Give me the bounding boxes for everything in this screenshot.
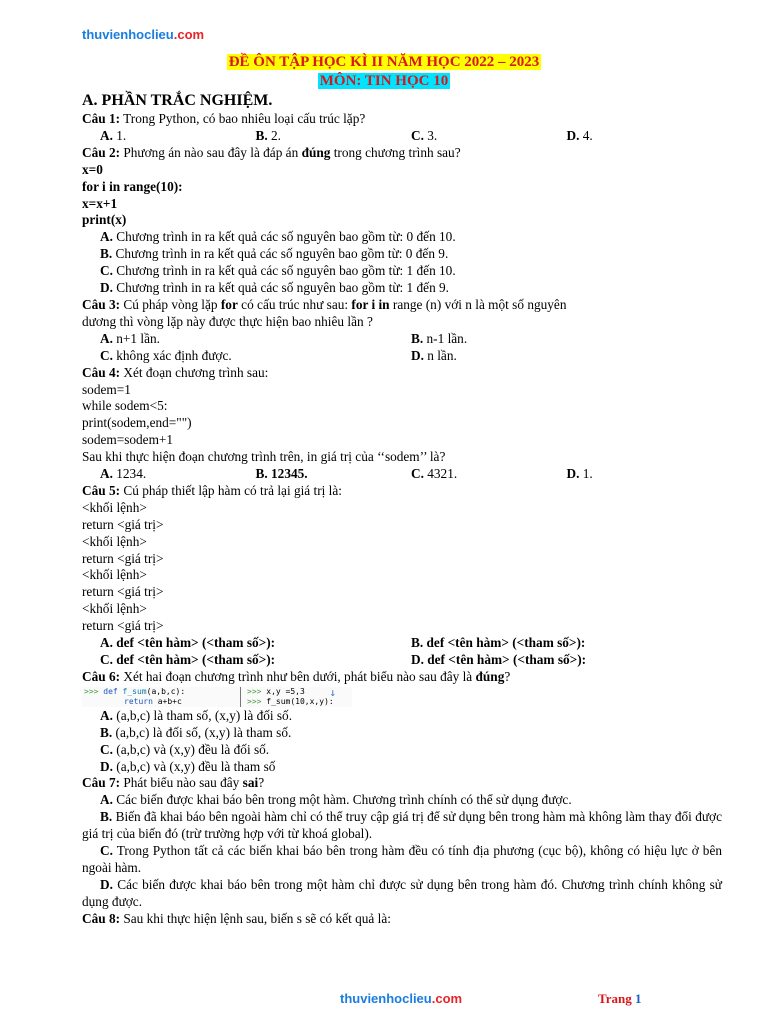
option-label: D.	[100, 758, 113, 774]
option-b	[256, 128, 412, 145]
question-5	[82, 483, 722, 500]
question-text-continued: dương thì vòng lặp này được thực hiện bao nhiêu lần ?	[82, 313, 373, 329]
option-b	[82, 246, 722, 263]
option-b	[82, 725, 722, 742]
option-label: A.	[100, 127, 113, 143]
question-8	[82, 911, 722, 928]
code-line: <khối lệnh>	[82, 533, 147, 549]
site-domain: .com	[173, 27, 205, 42]
code-screenshot	[82, 687, 352, 707]
option-text: Biến đã khai báo bên ngoài hàm chỉ có thể truy cập giá trị để sử dụng bên trong hàm mà không làm thay đổi được giá trị của biến đó (trừ trường hợp với từ khoá global).	[82, 809, 722, 842]
option-text: Chương trình in ra kết quả các số nguyên bao gồm từ: 1 đến 9.	[112, 280, 450, 296]
question-text: có cấu trúc như sau:	[237, 296, 352, 312]
question-label: Câu 5:	[82, 482, 121, 498]
option-c	[82, 843, 722, 877]
option-label: D.	[411, 652, 424, 667]
option-d	[567, 466, 723, 483]
option-text: def <tên hàm> (<tham số>):	[112, 635, 276, 651]
option-text: n+1 lần.	[112, 330, 160, 346]
exam-title-text: ĐỀ ÔN TẬP HỌC KÌ II NĂM HỌC 2022 – 2023	[228, 54, 540, 70]
option-text: 2.	[267, 127, 281, 143]
prompt-symbol: >>>	[84, 686, 104, 696]
option-label: C.	[100, 741, 113, 757]
code-line: print(sodem,end="")	[82, 415, 192, 431]
option-text: def <tên hàm> (<tham số>):	[423, 652, 587, 667]
option-text: 12345.	[267, 466, 308, 482]
code-keyword: def	[103, 686, 118, 696]
question-emphasis: đúng	[301, 144, 331, 160]
prompt-symbol: >>>	[247, 696, 267, 706]
question-emphasis: đúng	[475, 668, 505, 684]
option-label: C.	[411, 127, 424, 143]
question-label: Câu 3:	[82, 296, 121, 312]
option-text: không xác định được.	[112, 347, 232, 363]
prompt-symbol: >>>	[247, 686, 267, 696]
option-a	[100, 331, 411, 348]
question-text: ?	[504, 668, 511, 684]
option-label: D.	[411, 347, 424, 363]
code-line: sodem=sodem+1	[82, 432, 174, 448]
option-a	[82, 792, 722, 809]
option-label: B.	[100, 809, 113, 825]
option-text: (a,b,c) và (x,y) đều là đối số.	[112, 741, 270, 757]
option-d	[82, 280, 722, 297]
option-c	[82, 742, 722, 759]
option-label: B.	[411, 635, 424, 651]
section-heading: A. PHẦN TRẮC NGHIỆM.	[82, 92, 273, 109]
option-label: A.	[100, 707, 113, 723]
option-d	[82, 877, 722, 911]
question-7	[82, 775, 722, 792]
option-label: C.	[411, 466, 424, 482]
option-d	[411, 348, 722, 365]
footer-site-link[interactable]	[340, 991, 462, 1006]
site-header[interactable]	[82, 27, 204, 42]
question-text: range (n) với n là một số nguyên	[389, 296, 567, 312]
option-text: Chương trình in ra kết quả các số nguyên bao gồm từ: 1 đến 10.	[112, 263, 456, 279]
option-text: Trong Python tất cả các biến khai báo bên trong hàm đều có tính địa phương (cục bộ), không có hiệu lực ở bên ngoài hàm.	[82, 843, 722, 875]
question-6	[82, 669, 722, 686]
q5-options-row1	[82, 635, 722, 652]
code-line: return <giá trị>	[82, 550, 164, 566]
option-label: A.	[100, 635, 113, 651]
code-function: f_sum	[117, 686, 147, 696]
option-d	[82, 759, 722, 776]
option-text: (a,b,c) là đối số, (x,y) là tham số.	[112, 724, 292, 740]
question-3	[82, 297, 722, 314]
option-c	[100, 652, 411, 669]
subject-title-text: MÔN: TIN HỌC 10	[319, 73, 449, 89]
question-text: Xét đoạn chương trình sau:	[120, 364, 269, 380]
question-emphasis: sai	[242, 775, 259, 791]
q3-options-row1	[82, 331, 722, 348]
code-panel-right	[241, 687, 352, 707]
exam-title	[0, 53, 768, 71]
q4-options	[82, 466, 722, 483]
option-text: 1.	[579, 466, 593, 482]
option-label: A.	[100, 330, 113, 346]
question-ask: Sau khi thực hiện đoạn chương trình trên, in giá trị của ‘‘sodem’’ là?	[82, 449, 446, 465]
option-a	[100, 128, 256, 145]
option-text: n-1 lần.	[423, 330, 468, 346]
question-label: Câu 7:	[82, 775, 121, 791]
option-label: A.	[100, 466, 113, 482]
option-a	[82, 229, 722, 246]
option-label: D.	[566, 127, 580, 143]
question-text: trong chương trình sau?	[330, 144, 461, 160]
option-text: Chương trình in ra kết quả các số nguyên bao gồm từ: 0 đến 9.	[112, 246, 449, 262]
question-text: Trong Python, có bao nhiêu loại cấu trúc lặp?	[120, 111, 366, 126]
code-line: for i in range(10):	[82, 178, 183, 194]
option-text: (a,b,c) là tham số, (x,y) là đối số.	[112, 707, 293, 723]
code-keyword: return	[124, 696, 153, 706]
option-text: 1.	[112, 127, 127, 143]
option-text: 3.	[423, 127, 438, 143]
option-label: D.	[566, 466, 580, 482]
question-1	[82, 111, 722, 128]
option-text: n lần.	[423, 347, 457, 363]
q3-options-row2	[82, 348, 722, 365]
code-text: (a,b,c):	[146, 686, 186, 696]
footer-site-domain: .com	[431, 991, 463, 1006]
question-label: Câu 1:	[82, 111, 121, 126]
option-label: D.	[100, 280, 113, 296]
question-label: Câu 6:	[82, 668, 121, 684]
option-label: B.	[255, 127, 268, 143]
option-a	[100, 635, 411, 652]
option-text: Chương trình in ra kết quả các số nguyên bao gồm từ: 0 đến 10.	[112, 229, 456, 245]
page-number	[598, 991, 641, 1007]
option-c	[411, 128, 567, 145]
option-label: C.	[100, 652, 113, 667]
option-a	[100, 466, 256, 483]
option-b	[411, 331, 722, 348]
q1-options	[82, 128, 722, 145]
option-label: D.	[100, 876, 113, 892]
code-text: a+b+c	[152, 696, 182, 706]
question-text: Cú pháp thiết lập hàm có trả lại giá trị là:	[120, 482, 342, 498]
question-text: Xét hai đoạn chương trình như bên dưới, phát biểu nào sau đây là	[120, 668, 476, 684]
question-2	[82, 145, 722, 162]
question-emphasis: for	[220, 296, 238, 312]
option-label: C.	[100, 263, 113, 279]
option-text: Các biến được khai báo bên trong một hàm chỉ được sử dụng bên trong hàm đó. Chương trình chính không sử dụng được.	[82, 876, 722, 909]
site-name: thuvienhoclieu	[82, 27, 174, 42]
option-c	[82, 263, 722, 280]
option-text: (a,b,c) và (x,y) đều là tham số	[112, 758, 276, 774]
option-label: B.	[100, 724, 113, 740]
option-text: Các biến được khai báo bên trong một hàm. Chương trình chính có thể sử dụng được.	[112, 792, 572, 808]
code-line: return <giá trị>	[82, 618, 164, 634]
option-label: B.	[100, 246, 113, 262]
question-text: Cú pháp vòng lặp	[120, 296, 221, 312]
option-label: B.	[411, 330, 424, 346]
question-text: Sau khi thực hiện lệnh sau, biến s sẽ có kết quả là:	[120, 910, 391, 926]
question-4	[82, 365, 722, 382]
question-label: Câu 2:	[82, 144, 121, 160]
question-label: Câu 8:	[82, 910, 121, 926]
page-num: 1	[634, 991, 642, 1006]
option-text: def <tên hàm> (<tham số>):	[112, 652, 276, 667]
question-text: Phương án nào sau đây là đáp án	[120, 144, 302, 160]
option-c	[100, 348, 411, 365]
question-text: ?	[258, 775, 265, 791]
option-label: C.	[100, 843, 113, 859]
exam-content	[82, 91, 722, 928]
option-d	[567, 128, 723, 145]
option-b	[256, 466, 412, 483]
subject-title	[0, 72, 768, 90]
code-line: return <giá trị>	[82, 516, 164, 532]
option-d	[411, 652, 722, 669]
code-line: sodem=1	[82, 381, 131, 397]
q5-options-row2	[82, 652, 722, 669]
option-label: B.	[255, 466, 268, 482]
code-line: print(x)	[82, 212, 127, 228]
option-label: C.	[100, 347, 113, 363]
option-text: 4321.	[423, 466, 458, 482]
footer-site-name: thuvienhoclieu	[340, 991, 432, 1006]
code-line: <khối lệnh>	[82, 601, 147, 617]
code-line: <khối lệnh>	[82, 567, 147, 583]
page-label: Trang	[598, 991, 635, 1006]
option-label: A.	[100, 792, 113, 808]
arrow-down-icon: ↓	[329, 685, 336, 699]
question-text: Phát biểu nào sau đây	[120, 775, 243, 791]
option-text: def <tên hàm> (<tham số>):	[423, 635, 586, 651]
code-line: x=0	[82, 161, 103, 177]
option-text: 1234.	[112, 466, 147, 482]
code-panel-left	[82, 687, 241, 707]
option-c	[411, 466, 567, 483]
option-b	[411, 635, 722, 652]
option-a	[82, 708, 722, 725]
code-line: return <giá trị>	[82, 584, 164, 600]
option-b	[82, 809, 722, 843]
option-label: A.	[100, 229, 113, 245]
code-text: f_sum(10,x,y):	[266, 696, 334, 706]
code-text: x,y =5,3	[266, 686, 305, 696]
question-emphasis: for i in	[351, 296, 390, 312]
option-text: 4.	[579, 127, 593, 143]
question-label: Câu 4:	[82, 364, 121, 380]
code-line: <khối lệnh>	[82, 499, 147, 515]
code-line: while sodem<5:	[82, 398, 168, 414]
code-line: x=x+1	[82, 195, 118, 211]
